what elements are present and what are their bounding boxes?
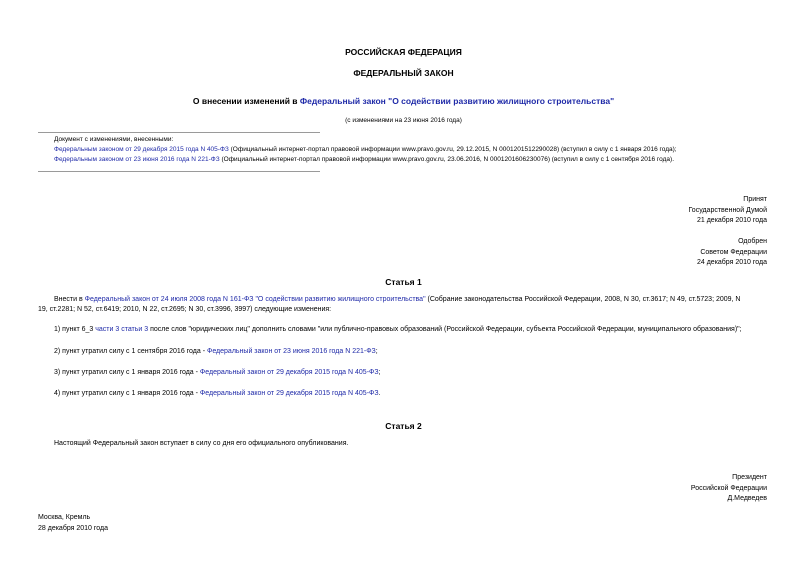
article1-item1 (54, 326, 742, 333)
adopted-date: 21 декабря 2010 года (696, 217, 767, 224)
changes-top-divider (38, 132, 320, 133)
article1-item3 (54, 369, 381, 376)
change-item (54, 146, 677, 153)
adopted-line: Принят (743, 196, 767, 203)
item-text: . (378, 390, 381, 397)
change-item-text: (Официальный интернет-портал правовой информации www.pravo.gov.ru, 23.06.2016, N 0001201606230076) (вступил в силу с 1 сентября 2016 года). (219, 156, 675, 163)
place-date-block (38, 513, 108, 534)
item-text: ; (375, 348, 378, 355)
article1-intro-text: (Собрание законодательства Российской Федерации, 2008, N 30, ст.3617; N 49, ст.5723; 2009, N (425, 296, 741, 303)
signature-title: Президент (732, 474, 767, 481)
article1-item4 (54, 390, 381, 397)
adopted-body: Государственной Думой (688, 206, 767, 214)
signing-date: 28 декабря 2010 года (38, 524, 109, 532)
item-link[interactable]: части 3 статьи 3 (95, 326, 149, 333)
article1-intro-text: Внести в (54, 296, 85, 303)
changes-bottom-divider (38, 171, 320, 172)
article1-intro (54, 296, 740, 303)
item-link[interactable]: Федеральный закон от 29 декабря 2015 года N 405-ФЗ (199, 390, 379, 397)
edition-note: (с изменениями на 23 июня 2016 года) (345, 117, 462, 124)
signature-name: Д.Медведев (727, 495, 767, 502)
country-title: РОССИЙСКАЯ ФЕДЕРАЦИЯ (345, 47, 462, 57)
document-type: ФЕДЕРАЛЬНЫЙ ЗАКОН (353, 68, 454, 78)
item-text: 3) пункт утратил силу с 1 января 2016 года - (54, 369, 200, 376)
item-text: ; (378, 369, 381, 376)
approved-block (697, 237, 767, 269)
adopted-block (688, 195, 767, 227)
change-item-text: (Официальный интернет-портал правовой информации www.pravo.gov.ru, 29.12.2015, N 0001201512290028) (вступил в силу с 1 января 2016 года); (228, 146, 677, 153)
article1-intro-line2: 19, ст.2281; N 52, ст.6419; 2010, N 22, ст.2695; N 30, ст.3996, 3997) следующие изменения: (38, 306, 332, 313)
approved-line: Одобрен (738, 238, 767, 245)
change-item-link[interactable]: Федеральным законом от 29 декабря 2015 года N 405-ФЗ (54, 146, 229, 153)
item-text: 4) пункт утратил силу с 1 января 2016 года - (54, 390, 200, 397)
changes-intro: Документ с изменениями, внесенными: (54, 136, 174, 143)
item-text: 2) пункт утратил силу с 1 сентября 2016 года - (54, 348, 207, 355)
article1-law-link[interactable]: Федеральный закон от 24 июля 2008 года N 161-ФЗ "О содействии развитию жилищного строительства" (84, 296, 426, 303)
item-link[interactable]: Федеральный закон от 23 июня 2016 года N 221-ФЗ (207, 348, 376, 355)
item-text: после слов "юридических лиц" дополнить словами "или публично-правовых образований (Российской Федерации, субъекта Российской Федерации, муниципального образования)"; (148, 326, 742, 333)
signature-country: Российской Федерации (690, 484, 767, 492)
place: Москва, Кремль (38, 514, 91, 521)
approved-date: 24 декабря 2010 года (696, 259, 767, 266)
title-prefix: О внесении изменений в (192, 96, 300, 106)
article1-heading: Статья 1 (385, 277, 422, 287)
signature-block (691, 473, 767, 505)
article1-item2 (54, 348, 378, 355)
item-text: 1) пункт 6_3 (54, 326, 96, 333)
article2-heading: Статья 2 (385, 421, 422, 431)
change-item (54, 156, 674, 163)
title-link[interactable]: Федеральный закон "О содействии развитию жилищного строительства" (299, 96, 615, 106)
document-title (0, 96, 807, 106)
item-link[interactable]: Федеральный закон от 29 декабря 2015 года N 405-ФЗ (199, 369, 379, 376)
change-item-link[interactable]: Федеральным законом от 23 июня 2016 года N 221-ФЗ (54, 156, 220, 163)
article2-text: Настоящий Федеральный закон вступает в силу со дня его официального опубликования. (54, 440, 349, 447)
approved-body: Советом Федерации (700, 248, 767, 256)
